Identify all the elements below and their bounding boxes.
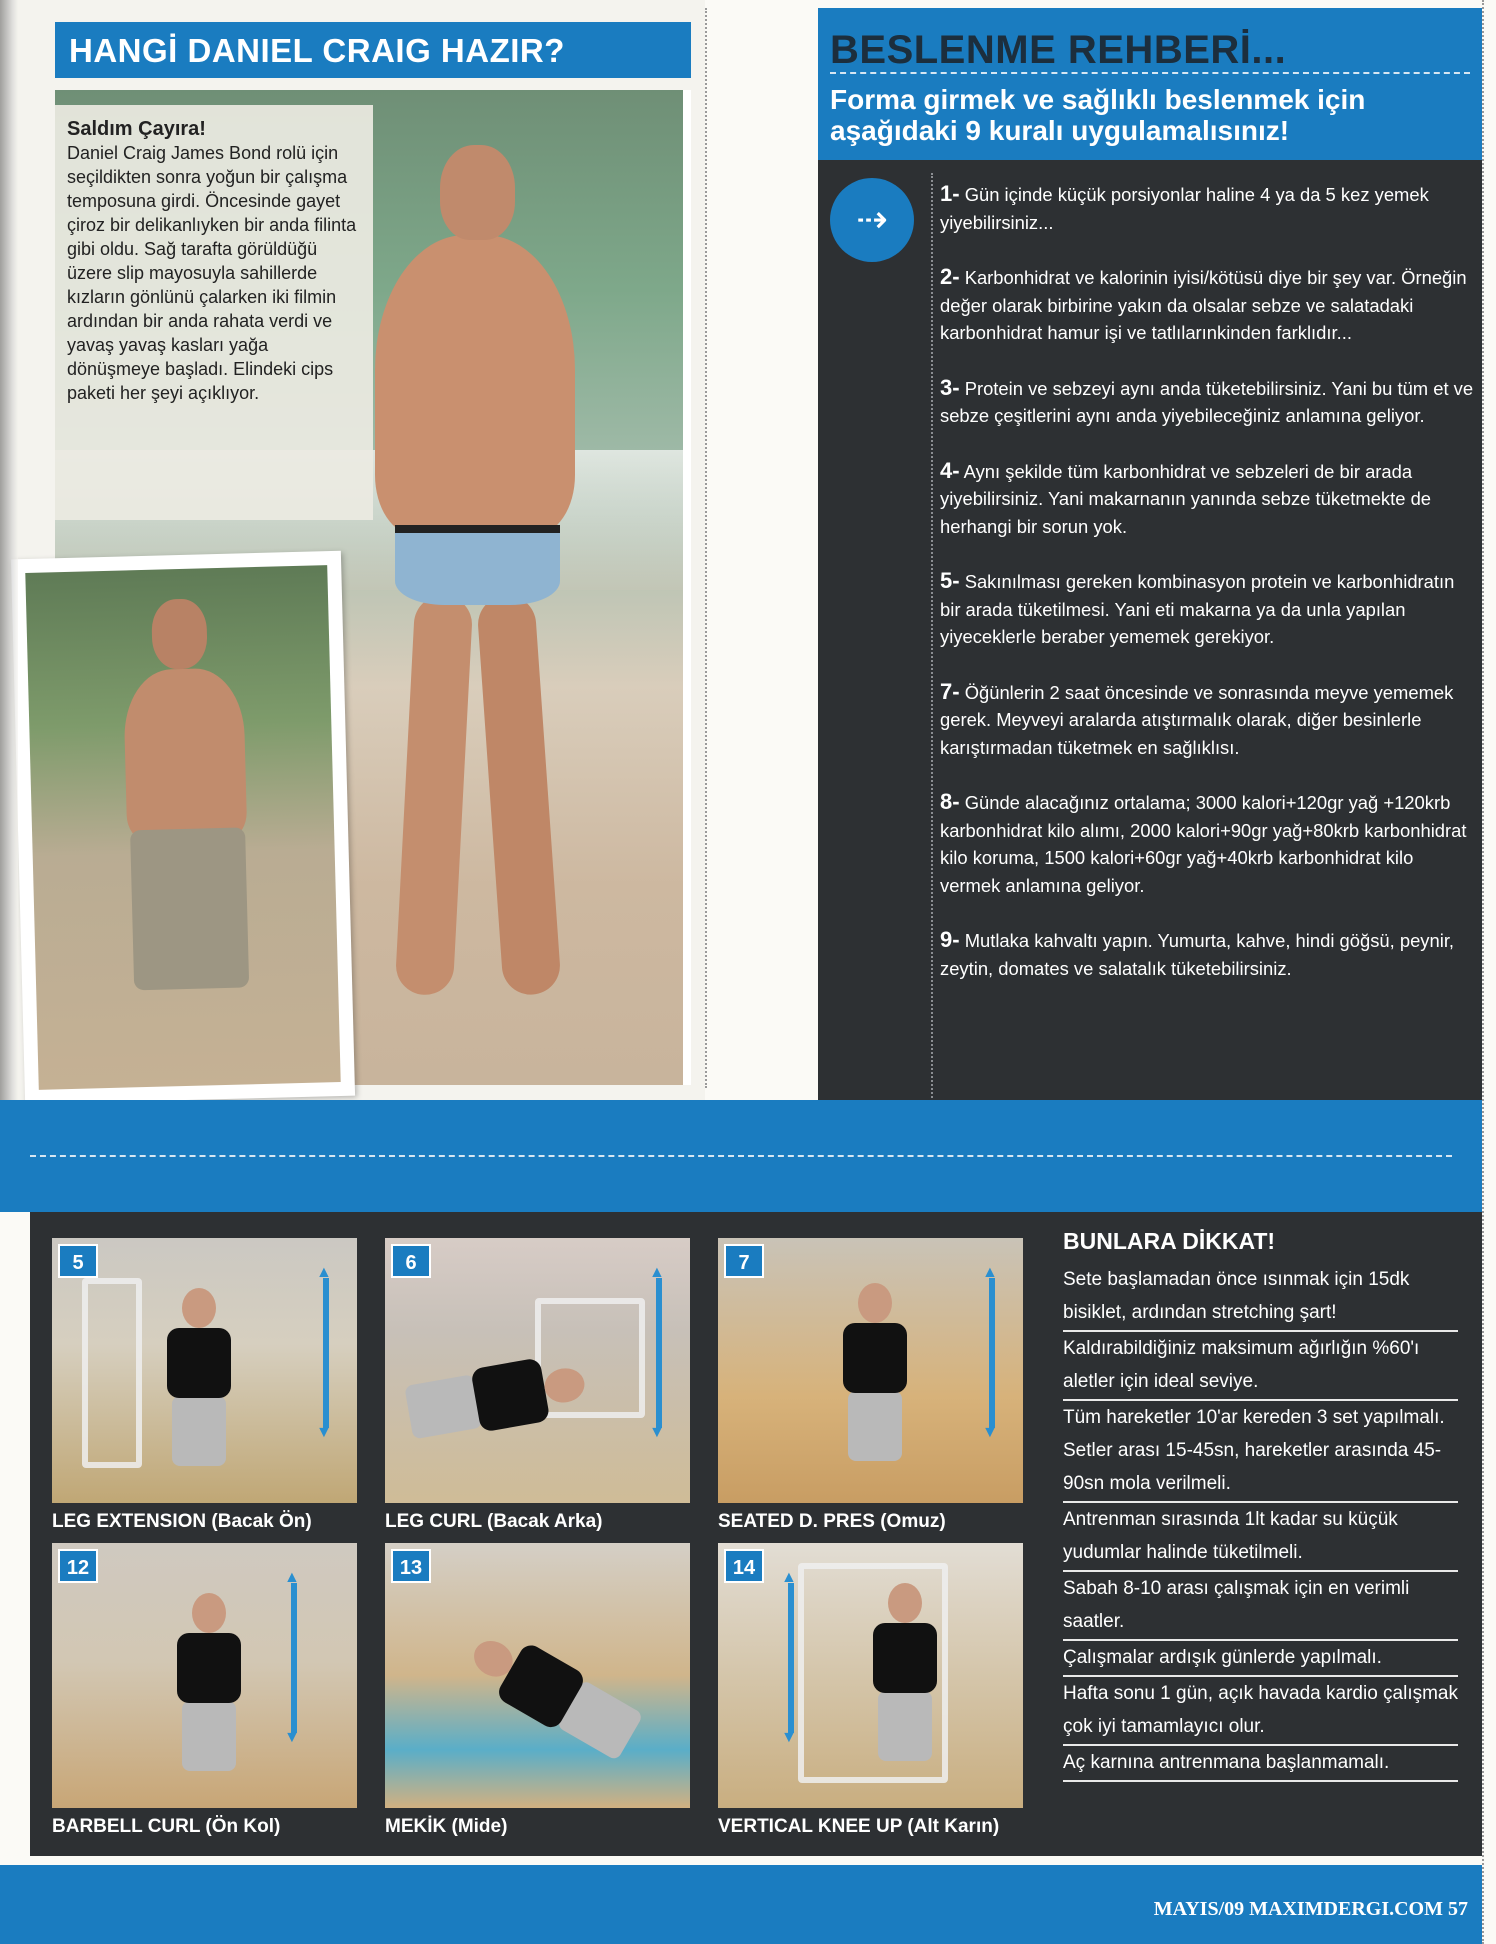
exercise-card <box>52 1543 357 1838</box>
exercise-photo <box>718 1238 1023 1503</box>
exercise-card <box>52 1238 357 1533</box>
exercise-label: LEG CURL (Bacak Arka) <box>385 1511 603 1532</box>
footer-page-info: MAYIS/09 MAXIMDERGI.COM 57 <box>1153 1898 1468 1920</box>
exercise-label: VERTICAL KNEE UP (Alt Karın) <box>718 1816 1000 1837</box>
exercise-label: SEATED D. PRES (Omuz) <box>718 1511 946 1532</box>
page-edge <box>1482 0 1496 1944</box>
walking-man-figure <box>106 597 268 1061</box>
up-down-arrow-icon <box>291 1583 297 1733</box>
rule-item: 1- Gün içinde küçük porsiyonlar haline 4 ya da 5 kez yemek yiyebilirsiniz... <box>940 181 1429 233</box>
exercise-number-badge: 6 <box>391 1244 431 1278</box>
up-down-arrow-icon <box>788 1583 794 1733</box>
up-down-arrow-icon <box>323 1278 329 1428</box>
rules-list <box>940 180 1475 1009</box>
rules-divider <box>931 173 933 1098</box>
tip-item: Tüm hareketler 10'ar kereden 3 set yapılmalı. Setler arası 15-45sn, hareketler arasında 45-90sn mola verilmeli. <box>1063 1401 1458 1503</box>
rule-item: 8- Günde alacağınız ortalama; 3000 kalori+120gr yağ +120krb karbonhidrat kilo alımı, 2000 kalori+90gr yağ+80krb karbonhidrat kilo koruma, 1500 kalori+60gr yağ+40krb karbonhidrat kilo vermek anlamına geliyor. <box>940 789 1467 896</box>
caption-body: Daniel Craig James Bond rolü için seçildikten sonra yoğun bir çalışma temposuna girdi. Öncesinde gayet çiroz bir delikanlıyken bir anda filinta gibi oldu. Sağ tarafta görüldüğü üzere slip mayosuyla sahillerde kızların gönlünü çalarken iki filmin ardından bir anda rahata verdi ve yavaş yavaş kasları yağa dönüşmeye başladı. Elindeki cips paketi her şeyi açıklıyor. <box>67 143 357 403</box>
exercise-card <box>385 1543 690 1838</box>
exercise-number-badge: 12 <box>58 1549 98 1583</box>
exercise-card <box>385 1238 690 1533</box>
exercise-photo <box>52 1543 357 1808</box>
tip-item: Kaldırabildiğiniz maksimum ağırlığın %60'ı aletler için ideal seviye. <box>1063 1332 1458 1401</box>
rule-item: 7- Öğünlerin 2 saat öncesinde ve sonrasında meyve yememek gerek. Meyveyi aralarda atıştırmalık olarak, diğer besinlerle karıştırmadan tüketmek en sağlıklısı. <box>940 678 1454 758</box>
rule-item: 2- Karbonhidrat ve kalorinin iyisi/kötüsü diye bir şey var. Örneğin değer olarak birbirine yakın da olsalar sebze ve salatadaki karbonhidrat hamur işi ve tatlılarınkinden farklıdır... <box>940 264 1467 343</box>
tip-item: Sabah 8-10 arası çalışmak için en verimli saatler. <box>1063 1572 1458 1641</box>
nutrition-guide-panel <box>818 8 1482 1100</box>
exercise-number-badge: 14 <box>724 1549 764 1583</box>
rule-item: 5- Sakınılması gereken kombinasyon protein ve karbonhidratın bir arada tüketilmesi. Yani eti makarna ya da unla yapılan yiyeceklerle beraber yememek gerekiyor. <box>940 568 1455 647</box>
exercise-card <box>718 1238 1023 1533</box>
exercise-number-badge: 5 <box>58 1244 98 1278</box>
exercise-photo <box>385 1238 690 1503</box>
column-divider <box>705 8 707 1088</box>
tip-item: Sete başlamadan önce ısınmak için 15dk bisiklet, ardından stretching şart! <box>1063 1263 1458 1332</box>
rule-item: 3- Protein ve sebzeyi aynı anda tüketebilirsiniz. Yani bu tüm et ve sebze çeşitlerini aynı anda yiyebileceğiniz anlamına geliyor. <box>940 374 1474 426</box>
blue-band <box>0 1100 1482 1212</box>
tip-item: Aç karnına antrenmana başlanmamalı. <box>1063 1746 1458 1782</box>
rule-item: 9- Mutlaka kahvaltı yapın. Yumurta, kahve, hindi göğsü, peynir, zeytin, domates ve salatalık tüketebilirsiniz. <box>940 927 1455 979</box>
exercise-label: LEG EXTENSION (Bacak Ön) <box>52 1511 312 1532</box>
rule-item: 4- Aynı şekilde tüm karbonhidrat ve sebzeleri de bir arada yiyebilirsiniz. Yani makarnanın yanında sebze tüketmekte de herhangi bir sorun yok. <box>940 457 1432 537</box>
beach-photo-small <box>11 551 355 1104</box>
nutrition-guide-subtitle: Forma girmek ve sağlıklı beslenmek için aşağıdaki 9 kuralı uygulamalısınız! <box>830 84 1366 146</box>
caption-title: Saldım Çayıra! <box>67 118 206 140</box>
exercise-photo <box>718 1543 1023 1808</box>
exercise-label: BARBELL CURL (Ön Kol) <box>52 1816 281 1837</box>
caption-box <box>55 105 373 520</box>
tip-item: Antrenman sırasında 1lt kadar su küçük yudumlar halinde tüketilmeli. <box>1063 1503 1458 1572</box>
nutrition-guide-title: BESLENME REHBERİ... <box>830 28 1287 72</box>
tip-item: Hafta sonu 1 gün, açık havada kardio çalışmak çok iyi tamamlayıcı olur. <box>1063 1677 1458 1746</box>
exercise-label: MEKİK (Mide) <box>385 1816 508 1837</box>
exercise-photo <box>385 1543 690 1808</box>
arrow-right-icon: ⇢ <box>830 178 914 262</box>
tip-item: Çalışmalar ardışık günlerde yapılmalı. <box>1063 1641 1458 1677</box>
exercise-number-badge: 13 <box>391 1549 431 1583</box>
footer-gap <box>0 1856 1496 1865</box>
left-article <box>0 0 705 1100</box>
exercise-number-badge: 7 <box>724 1244 764 1278</box>
nutrition-guide-header <box>818 8 1482 160</box>
exercise-photo <box>52 1238 357 1503</box>
tips-box <box>1063 1228 1458 1782</box>
left-article-title: HANGİ DANIEL CRAIG HAZIR? <box>55 22 691 78</box>
exercise-card <box>718 1543 1023 1838</box>
up-down-arrow-icon <box>656 1278 662 1428</box>
tips-title: BUNLARA DİKKAT! <box>1063 1228 1276 1254</box>
up-down-arrow-icon <box>989 1278 995 1428</box>
